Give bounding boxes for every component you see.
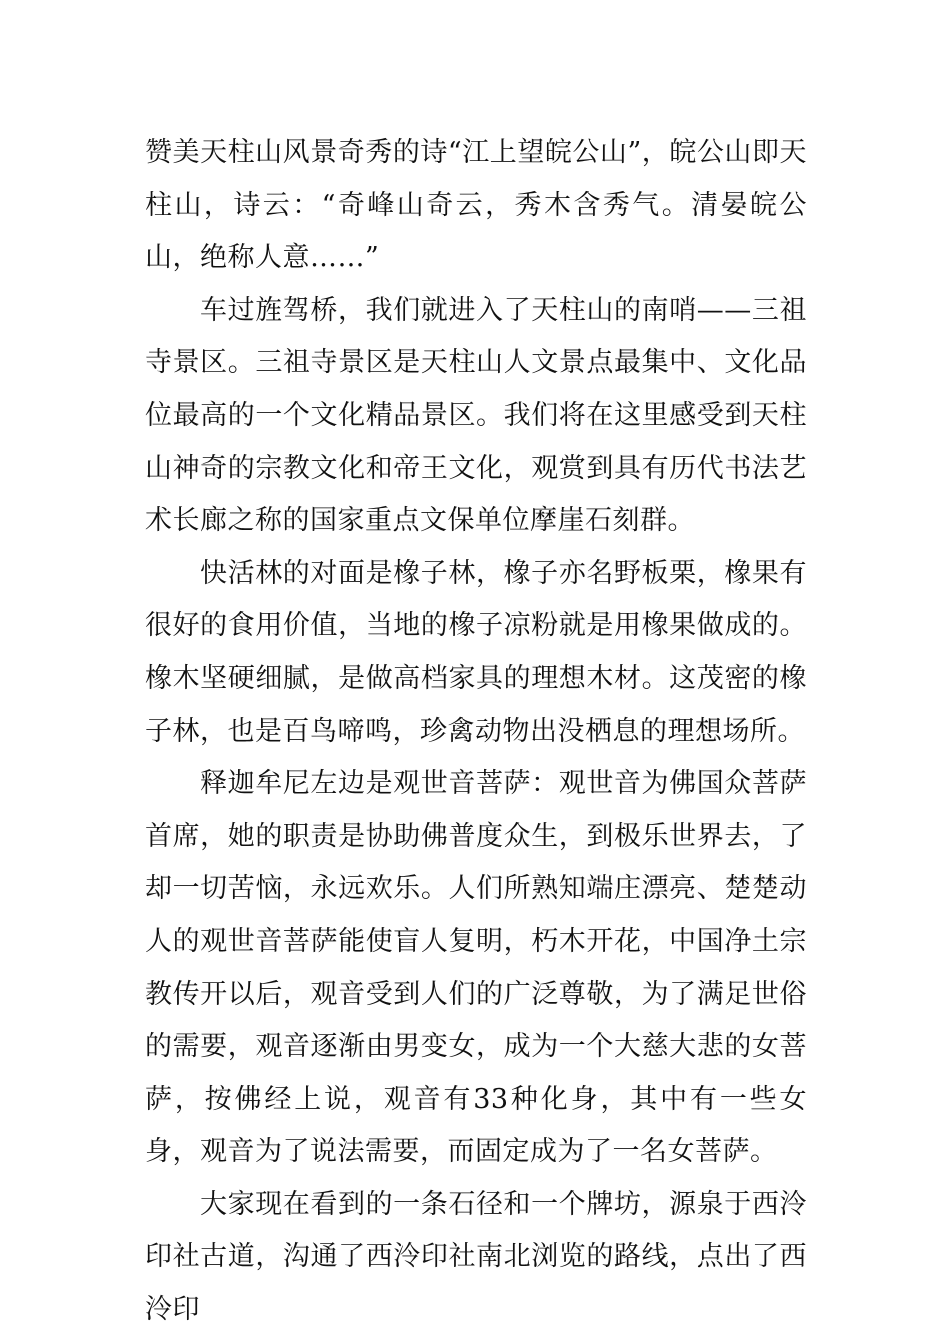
paragraph-poem: 赞美天柱山风景奇秀的诗“江上望皖公山”，皖公山即天柱山，诗云：“奇峰山奇云，秀木含秀气。清晏皖公山，绝称人意……” [145, 137, 807, 274]
document-body [145, 127, 807, 1337]
paragraph-stone-path: 大家现在看到的一条石径和一个牌坊，源泉于西泠印社古道，沟通了西泠印社南北浏览的路线，点出了西泠印 [145, 1188, 807, 1326]
paragraph-oak-forest: 快活林的对面是橡子林，橡子亦名野板栗，橡果有很好的食用价值，当地的橡子凉粉就是用橡果做成的。橡木坚硬细腻，是做高档家具的理想木材。这茂密的橡子林，也是百鸟啼鸣，珍禽动物出没栖息的理想场所。 [145, 557, 807, 747]
paragraph-sanzu-temple: 车过旌驾桥，我们就进入了天柱山的南哨——三祖寺景区。三祖寺景区是天柱山人文景点最集中、文化品位最高的一个文化精品景区。我们将在这里感受到天柱山神奇的宗教文化和帝王文化，观赏到具有历代书法艺术长廊之称的国家重点文保单位摩崖石刻群。 [145, 294, 807, 537]
paragraph-guanyin: 释迦牟尼左边是观世音菩萨：观世音为佛国众菩萨首席，她的职责是协助佛普度众生，到极乐世界去，了却一切苦恼，永远欢乐。人们所熟知端庄漂亮、楚楚动人的观世音菩萨能使盲人复明，朽木开花，中国净土宗教传开以后，观音受到人们的广泛尊敬，为了满足世俗的需要，观音逐渐由男变女，成为一个大慈大悲的女菩萨，按佛经上说，观音有33种化身，其中有一些女身，观音为了说法需要，而固定成为了一名女菩萨。 [145, 768, 807, 1168]
